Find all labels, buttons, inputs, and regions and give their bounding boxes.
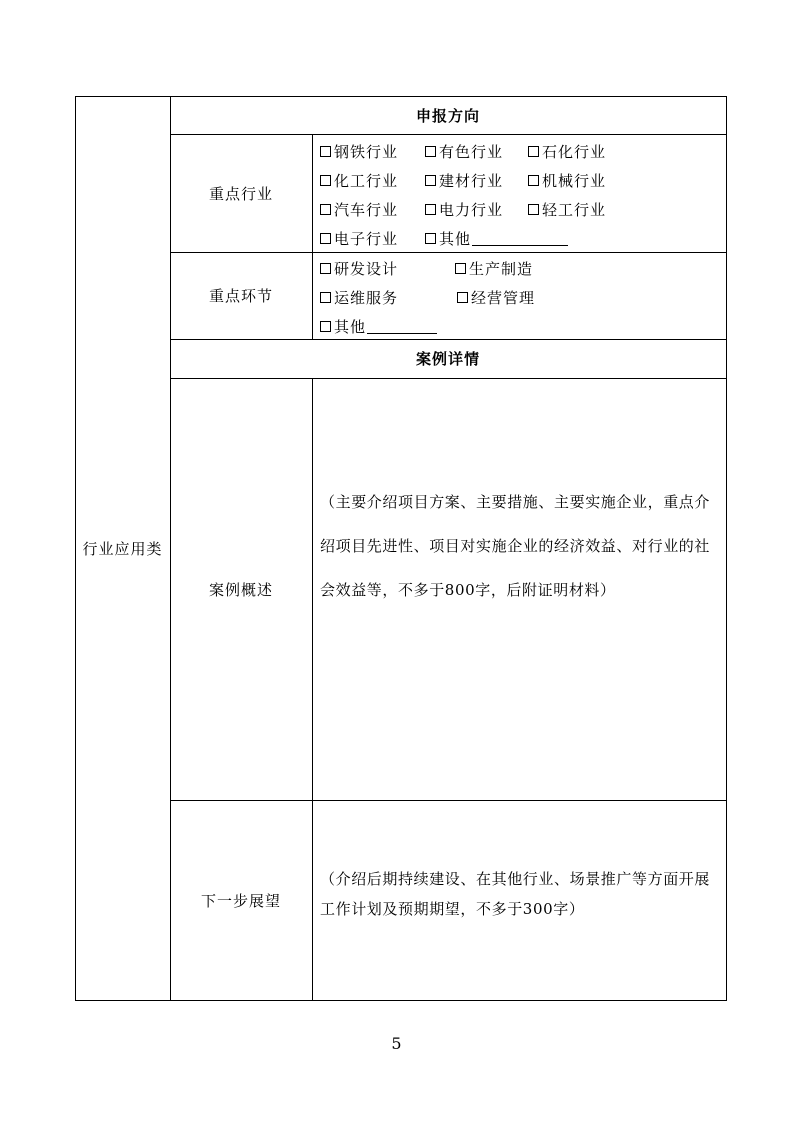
next-steps-text[interactable]: （介绍后期持续建设、在其他行业、场景推广等方面开展工作计划及预期期望，不多于300字） — [320, 870, 711, 918]
checkbox-icon[interactable] — [528, 175, 539, 186]
section-header-direction: 申报方向 — [415, 106, 480, 125]
option-light-industry[interactable]: 轻工行业 — [528, 199, 606, 220]
checkbox-icon[interactable] — [425, 146, 436, 157]
option-machinery[interactable]: 机械行业 — [528, 170, 606, 191]
checkbox-icon[interactable] — [425, 175, 436, 186]
option-electronics[interactable]: 电子行业 — [320, 228, 398, 249]
checkbox-icon[interactable] — [320, 146, 331, 157]
option-rnd-design[interactable]: 研发设计 — [320, 258, 398, 279]
case-overview-text[interactable]: （主要介绍项目方案、主要措施、主要实施企业，重点介绍项目先进性、项目对实施企业的经济效益、对行业的社会效益等，不多于800字，后附证明材料） — [320, 493, 711, 599]
next-steps-label: 下一步展望 — [200, 891, 281, 910]
column-divider-2 — [312, 134, 313, 340]
case-overview-label: 案例概述 — [208, 580, 273, 599]
other-industry-blank[interactable] — [472, 231, 568, 246]
checkbox-icon[interactable] — [320, 321, 331, 332]
key-links-label: 重点环节 — [208, 287, 273, 305]
option-steel[interactable]: 钢铁行业 — [320, 141, 398, 162]
option-building-materials[interactable]: 建材行业 — [425, 170, 503, 191]
checkbox-icon[interactable] — [455, 263, 466, 274]
checkbox-icon[interactable] — [425, 233, 436, 244]
category-label: 行业应用类 — [82, 540, 163, 558]
option-nonferrous[interactable]: 有色行业 — [425, 141, 503, 162]
option-petrochemical[interactable]: 石化行业 — [528, 141, 606, 162]
table-border-right — [726, 96, 727, 1001]
option-automotive[interactable]: 汽车行业 — [320, 199, 398, 220]
checkbox-icon[interactable] — [320, 204, 331, 215]
checkbox-icon[interactable] — [528, 146, 539, 157]
key-industries-label: 重点行业 — [208, 184, 273, 203]
checkbox-icon[interactable] — [320, 233, 331, 244]
option-industry-other[interactable]: 其他 — [425, 228, 568, 249]
section-header-details: 案例详情 — [415, 350, 480, 368]
table-border-bottom — [75, 1000, 727, 1001]
checkbox-icon[interactable] — [320, 292, 331, 303]
checkbox-icon[interactable] — [320, 175, 331, 186]
checkbox-icon[interactable] — [528, 204, 539, 215]
page-number: 5 — [391, 1034, 402, 1053]
option-business-management[interactable]: 经营管理 — [457, 287, 535, 308]
checkbox-icon[interactable] — [425, 204, 436, 215]
option-operation-service[interactable]: 运维服务 — [320, 287, 398, 308]
checkbox-icon[interactable] — [457, 292, 468, 303]
option-chemical[interactable]: 化工行业 — [320, 170, 398, 191]
option-link-other[interactable]: 其他 — [320, 316, 437, 337]
option-power[interactable]: 电力行业 — [425, 199, 503, 220]
option-production[interactable]: 生产制造 — [455, 258, 533, 279]
other-link-blank[interactable] — [367, 319, 437, 334]
column-divider-2 — [312, 378, 313, 1001]
checkbox-icon[interactable] — [320, 263, 331, 274]
